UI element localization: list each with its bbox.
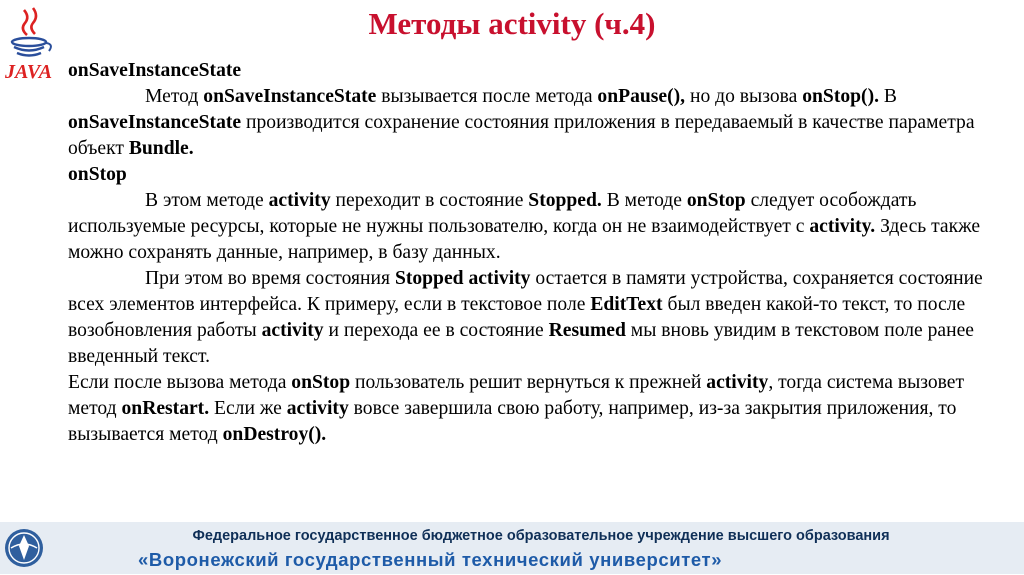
- text-run: Если после вызова метода: [68, 372, 292, 393]
- text-run: производится сохранение состояния приложения в передаваемый в качестве параметра объект: [68, 112, 975, 159]
- bold-term: onStop: [68, 164, 127, 185]
- text-run: был введен какой-то текст, то после возобновления работы: [68, 294, 966, 341]
- bold-term: activity: [261, 320, 324, 341]
- text-run: В этом методе: [145, 190, 269, 211]
- java-logo-text: JAVA: [5, 61, 53, 82]
- footer-university-name: «Воронежский государственный технический университет»: [138, 549, 723, 570]
- text-run: мы вновь увидим в текстовом поле ранее введенный текст.: [68, 320, 975, 367]
- slide-content: [68, 58, 1013, 448]
- bold-term: onRestart.: [121, 398, 210, 419]
- bold-term: activity: [268, 190, 331, 211]
- bold-term: onDestroy().: [222, 424, 327, 445]
- bold-term: onStop().: [802, 86, 879, 107]
- text-run: следует особождать используемые ресурсы, которые не нужны пользователю, когда он не взаимодействует с: [68, 190, 917, 237]
- bold-term: onStop: [291, 372, 351, 393]
- text-run: вовсе завершила свою работу, например, из-за закрытия приложения, то вызывается метод: [68, 398, 957, 445]
- content-paragraph: [68, 162, 1013, 188]
- footer-organization-line: Федеральное государственное бюджетное образовательное учреждение высшего образования: [192, 528, 890, 544]
- text-run: Здесь также можно сохранять данные, например, в базу данных.: [68, 216, 981, 263]
- bold-term: Stopped.: [528, 190, 602, 211]
- text-run: но до вызова: [685, 86, 803, 107]
- bold-term: Bundle.: [128, 138, 194, 159]
- bold-term: activity: [286, 398, 349, 419]
- footer-banner: [0, 522, 1024, 574]
- text-run: В методе: [601, 190, 687, 211]
- bold-term: Resumed: [548, 320, 626, 341]
- content-paragraph: [68, 188, 1013, 266]
- bold-term: activity: [706, 372, 769, 393]
- text-run: Метод: [145, 86, 204, 107]
- text-run: вызывается после метода: [376, 86, 598, 107]
- bold-term: onSaveInstanceState: [68, 60, 242, 81]
- text-run: В: [879, 86, 897, 107]
- text-run: Если же: [209, 398, 287, 419]
- text-run: При этом во время состояния: [145, 268, 395, 289]
- bold-term: onStop: [686, 190, 746, 211]
- bold-term: EditText: [590, 294, 663, 315]
- text-run: остается в памяти устройства, сохраняется состояние всех элементов интерфейса. К примеру, если в текстовое поле: [68, 268, 983, 315]
- bold-term: activity.: [809, 216, 876, 237]
- bold-term: Stopped activity: [394, 268, 531, 289]
- content-paragraph: [68, 266, 1013, 370]
- text-run: пользователь решит вернуться к прежней: [350, 372, 707, 393]
- slide-title: Методы activity (ч.4): [368, 6, 656, 41]
- text-run: и перехода ее в состояние: [323, 320, 549, 341]
- content-paragraph: [68, 84, 1013, 162]
- bold-term: onPause(),: [597, 86, 686, 107]
- text-run: переходит в состояние: [330, 190, 529, 211]
- text-run: , тогда система вызовет метод: [68, 372, 965, 419]
- content-paragraph: [68, 370, 1013, 448]
- bold-term: onSaveInstanceState: [68, 112, 242, 133]
- content-paragraph: [68, 58, 1013, 84]
- bold-term: onSaveInstanceState: [203, 86, 377, 107]
